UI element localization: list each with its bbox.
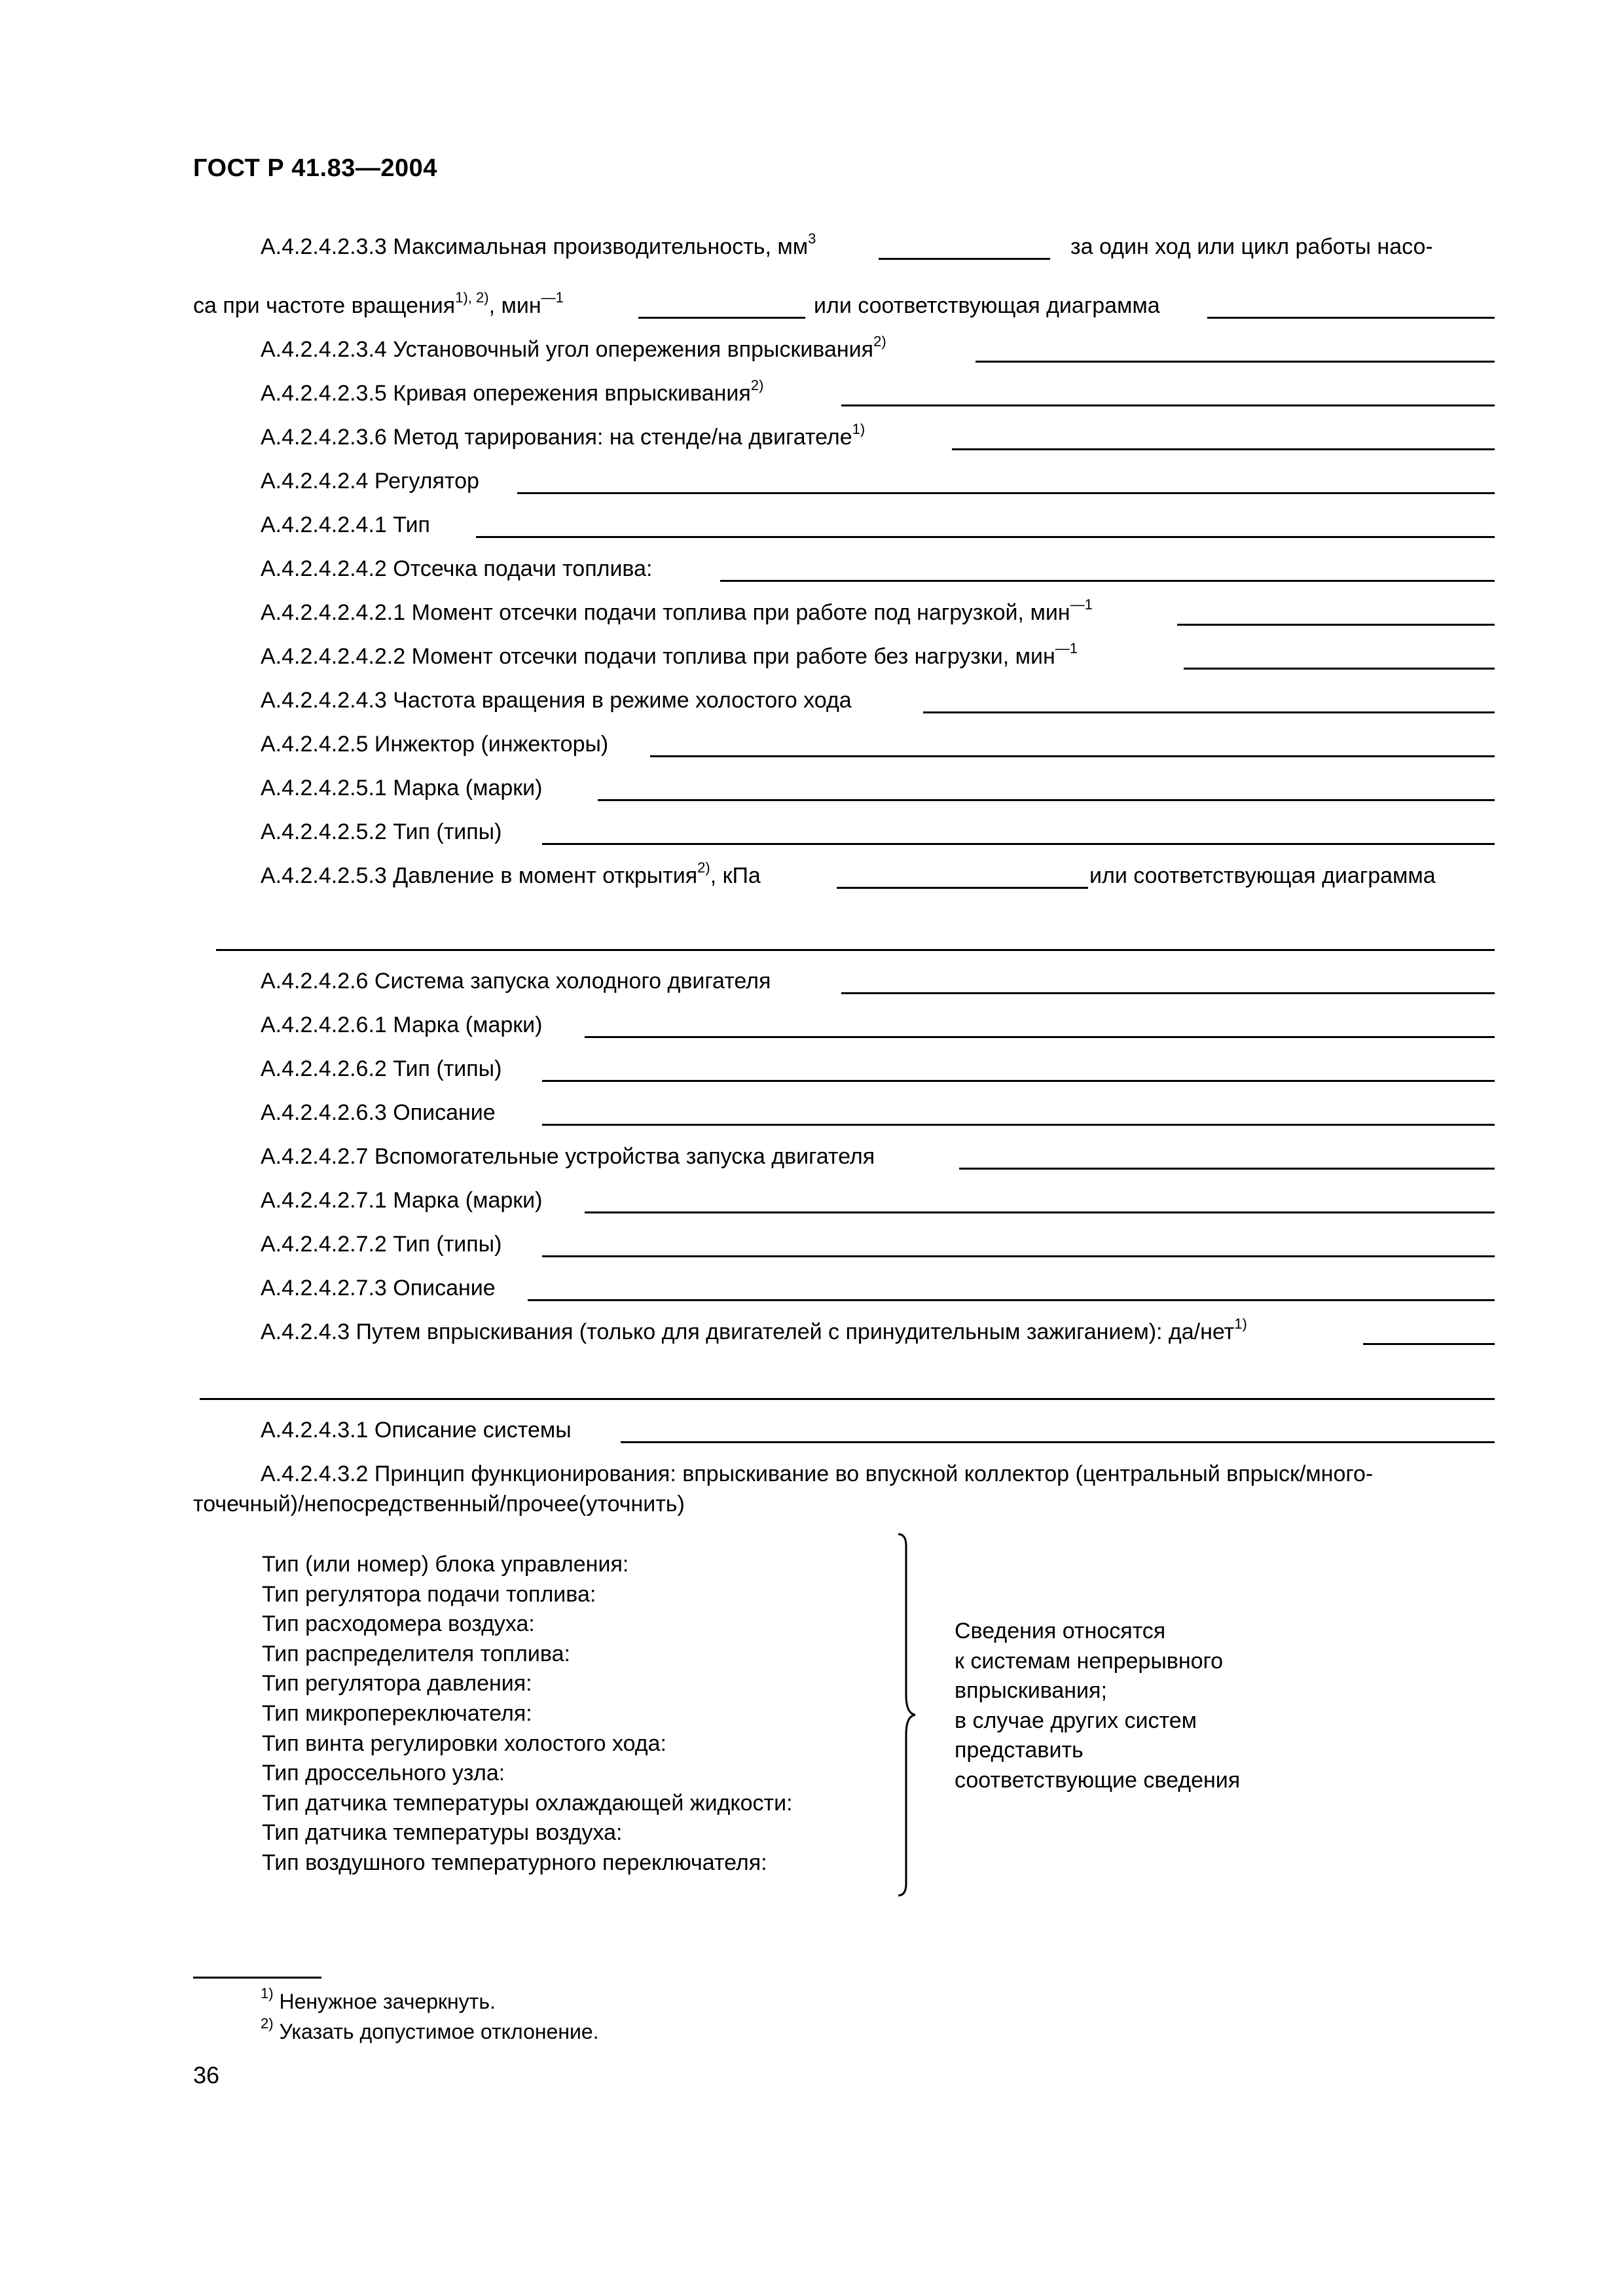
form-line: А.4.2.4.2.7.2 Тип (типы) <box>0 1228 1623 1261</box>
form-line: А.4.2.4.2.4.2.1 Момент отсечки подачи топлива при работе под нагрузкой, мин$^{—1}$ <box>0 596 1623 629</box>
fill-in-field[interactable] <box>542 1255 1495 1257</box>
form-line: А.4.2.4.2.4.2.2 Момент отсечки подачи топлива при работе без нагрузки, мин$^{—1}$ <box>0 640 1623 673</box>
document-header: ГОСТ Р 41.83—2004 <box>193 154 437 182</box>
footnote-2: $^{2)}$ Указать допустимое отклонение. <box>261 2015 599 2043</box>
form-line: А.4.2.4.2.3.3 Максимальная производительность, $мм^3$ за один ход или цикл работы насо- <box>261 230 1433 259</box>
fill-in-field[interactable] <box>879 258 1050 260</box>
list-item: Тип микропереключателя: <box>262 1700 532 1726</box>
fill-in-field[interactable] <box>841 404 1495 406</box>
form-line: А.4.2.4.2.4 Регулятор <box>0 465 1623 497</box>
form-line: А.4.2.4.2.4.2 Отсечка подачи топлива: <box>0 552 1623 585</box>
form-line: А.4.2.4.2.6.2 Тип (типы) <box>0 1052 1623 1085</box>
form-line: А.4.2.4.2.5 Инжектор (инжекторы) <box>0 728 1623 761</box>
form-line: А.4.2.4.2.7.3 Описание <box>0 1272 1623 1304</box>
form-line: А.4.2.4.2.6.3 Описание <box>0 1096 1623 1129</box>
form-line: А.4.2.4.2.5.3 Давление в момент открытия$^{2)}$, кПа или соответствующая диаграмма <box>261 859 1436 888</box>
fill-in-field[interactable] <box>476 536 1495 538</box>
fill-in-field[interactable] <box>585 1036 1495 1038</box>
list-item: Тип распределителя топлива: <box>262 1641 570 1666</box>
fill-in-field[interactable] <box>720 580 1495 582</box>
fill-in-field[interactable] <box>598 799 1495 801</box>
form-line: А.4.2.4.2.4.3 Частота вращения в режиме холостого хода <box>0 684 1623 717</box>
principle-paragraph-line2: точечный)/непосредственный/прочее(уточнить) <box>193 1492 685 1516</box>
form-line: А.4.2.4.2.3.6 Метод тарирования: на стенде/на двигателе$^{1)}$ <box>0 421 1623 454</box>
fill-in-field[interactable] <box>216 949 1495 951</box>
fill-in-field[interactable] <box>542 1080 1495 1082</box>
curly-brace-icon <box>892 1532 931 1898</box>
fill-in-field[interactable] <box>650 755 1495 757</box>
fill-in-field[interactable] <box>923 711 1495 713</box>
list-item: Тип воздушного температурного переключателя: <box>262 1850 767 1875</box>
list-item: Тип (или номер) блока управления: <box>262 1552 629 1577</box>
list-item: Тип винта регулировки холостого хода: <box>262 1731 666 1756</box>
form-line: А.4.2.4.2.6 Система запуска холодного двигателя <box>0 965 1623 997</box>
fill-in-field[interactable] <box>959 1168 1495 1170</box>
list-item: Тип датчика температуры охлаждающей жидкости: <box>262 1790 793 1816</box>
fill-in-field[interactable] <box>976 361 1495 363</box>
form-line: А.4.2.4.3 Путем впрыскивания (только для двигателей с принудительным зажиганием): да/нет$^{1)}$ <box>0 1316 1623 1348</box>
fill-in-field[interactable] <box>542 843 1495 845</box>
list-item: Тип регулятора подачи топлива: <box>262 1581 596 1607</box>
fill-in-field[interactable] <box>638 317 805 319</box>
principle-paragraph-line1: А.4.2.4.3.2 Принцип функционирования: впрыскивание во впускной коллектор (центральный впрыск/много- <box>261 1462 1374 1486</box>
list-item: Тип дроссельного узла: <box>262 1761 505 1786</box>
page-number: 36 <box>193 2062 220 2089</box>
list-item: Тип датчика температуры воздуха: <box>262 1820 623 1846</box>
continuous-injection-note: Сведения относятся к системам непрерывного впрыскивания; в случае других систем представить соответствующие сведения <box>955 1619 1241 1793</box>
fill-in-field[interactable] <box>1207 317 1495 319</box>
fill-in-field[interactable] <box>1363 1343 1495 1345</box>
form-line: А.4.2.4.2.5.1 Марка (марки) <box>0 772 1623 804</box>
fill-in-field[interactable] <box>952 448 1495 450</box>
fill-in-field[interactable] <box>1177 624 1495 626</box>
fill-in-field[interactable] <box>585 1211 1495 1213</box>
fill-in-field[interactable] <box>841 992 1495 994</box>
footnote-1: $^{1)}$ Ненужное зачеркнуть. <box>261 1985 496 2013</box>
fill-in-field[interactable] <box>837 887 1088 889</box>
fill-in-field[interactable] <box>200 1398 1495 1400</box>
form-line: А.4.2.4.2.7.1 Марка (марки) <box>0 1184 1623 1217</box>
fill-in-field[interactable] <box>528 1299 1495 1301</box>
form-line: А.4.2.4.2.5.2 Тип (типы) <box>0 816 1623 848</box>
fill-in-field[interactable] <box>517 492 1495 494</box>
form-line: А.4.2.4.2.4.1 Тип <box>0 509 1623 541</box>
list-item: Тип регулятора давления: <box>262 1671 532 1696</box>
form-line: са при частоте вращения$^{1), 2)}$, мин$^{—1}$ или соответствующая диаграмма <box>0 289 1623 322</box>
form-line: А.4.2.4.2.6.1 Марка (марки) <box>0 1009 1623 1041</box>
fill-in-field[interactable] <box>542 1124 1495 1126</box>
fill-in-field[interactable] <box>621 1441 1495 1443</box>
fill-in-field[interactable] <box>1184 668 1495 670</box>
form-line: А.4.2.4.3.1 Описание системы <box>0 1414 1623 1446</box>
component-type-list <box>262 1550 793 1878</box>
form-line: А.4.2.4.2.7 Вспомогательные устройства запуска двигателя <box>0 1140 1623 1173</box>
form-line: А.4.2.4.2.3.5 Кривая опережения впрыскивания$^{2)}$ <box>0 377 1623 410</box>
list-item: Тип расходомера воздуха: <box>262 1611 535 1637</box>
form-line: А.4.2.4.2.3.4 Установочный угол опережения впрыскивания$^{2)}$ <box>0 333 1623 366</box>
footnote-divider <box>193 1977 321 1979</box>
